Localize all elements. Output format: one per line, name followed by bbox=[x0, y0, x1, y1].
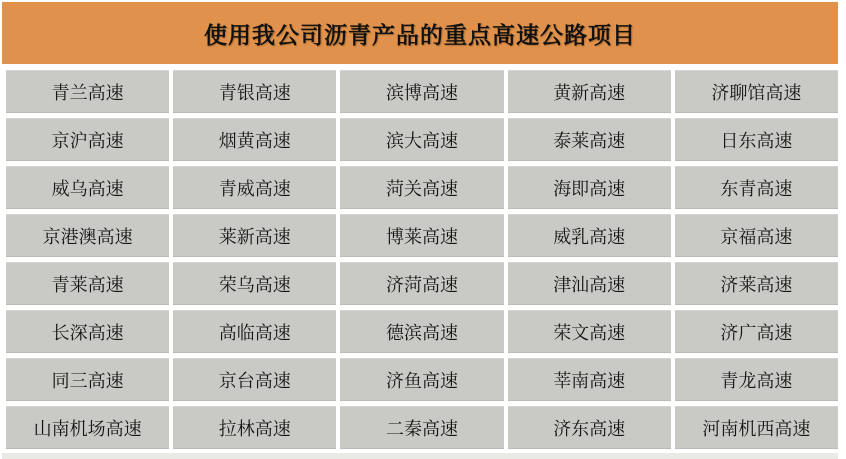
highway-cell: 滨博高速 bbox=[340, 70, 503, 113]
highway-cell: 青威高速 bbox=[173, 166, 336, 209]
title-bar bbox=[2, 2, 838, 64]
highway-cell: 京沪高速 bbox=[6, 118, 169, 161]
page-title: 使用我公司沥青产品的重点高速公路项目 bbox=[204, 21, 636, 48]
highway-cell: 山南机场高速 bbox=[6, 406, 169, 449]
highway-cell: 济聊馆高速 bbox=[675, 70, 838, 113]
highway-cell: 青银高速 bbox=[173, 70, 336, 113]
highway-cell: 威乌高速 bbox=[6, 166, 169, 209]
highway-cell: 济菏高速 bbox=[340, 262, 503, 305]
highway-cell: 高临高速 bbox=[173, 310, 336, 353]
highway-cell: 莱新高速 bbox=[173, 214, 336, 257]
footer-strip bbox=[2, 453, 838, 459]
highway-cell: 京港澳高速 bbox=[6, 214, 169, 257]
highway-table bbox=[6, 70, 838, 449]
highway-cell: 德滨高速 bbox=[340, 310, 503, 353]
highway-cell: 京福高速 bbox=[675, 214, 838, 257]
highway-cell: 海即高速 bbox=[508, 166, 671, 209]
highway-cell: 拉林高速 bbox=[173, 406, 336, 449]
highway-cell: 荣文高速 bbox=[508, 310, 671, 353]
highway-cell: 长深高速 bbox=[6, 310, 169, 353]
highway-cell: 京台高速 bbox=[173, 358, 336, 401]
highway-cell: 滨大高速 bbox=[340, 118, 503, 161]
highway-cell: 黄新高速 bbox=[508, 70, 671, 113]
highway-cell: 烟黄高速 bbox=[173, 118, 336, 161]
highway-cell: 青莱高速 bbox=[6, 262, 169, 305]
highway-cell: 泰莱高速 bbox=[508, 118, 671, 161]
highway-cell: 津汕高速 bbox=[508, 262, 671, 305]
highway-cell: 济鱼高速 bbox=[340, 358, 503, 401]
highway-cell: 莘南高速 bbox=[508, 358, 671, 401]
highway-cell: 博莱高速 bbox=[340, 214, 503, 257]
highway-cell: 二秦高速 bbox=[340, 406, 503, 449]
highway-cell: 河南机西高速 bbox=[675, 406, 838, 449]
highway-cell: 东青高速 bbox=[675, 166, 838, 209]
highway-cell: 青兰高速 bbox=[6, 70, 169, 113]
highway-cell: 威乳高速 bbox=[508, 214, 671, 257]
highway-cell: 菏关高速 bbox=[340, 166, 503, 209]
highway-cell: 同三高速 bbox=[6, 358, 169, 401]
highway-cell: 济东高速 bbox=[508, 406, 671, 449]
highway-cell: 荣乌高速 bbox=[173, 262, 336, 305]
highway-cell: 济广高速 bbox=[675, 310, 838, 353]
highway-cell: 日东高速 bbox=[675, 118, 838, 161]
highway-cell: 青龙高速 bbox=[675, 358, 838, 401]
highway-cell: 济莱高速 bbox=[675, 262, 838, 305]
